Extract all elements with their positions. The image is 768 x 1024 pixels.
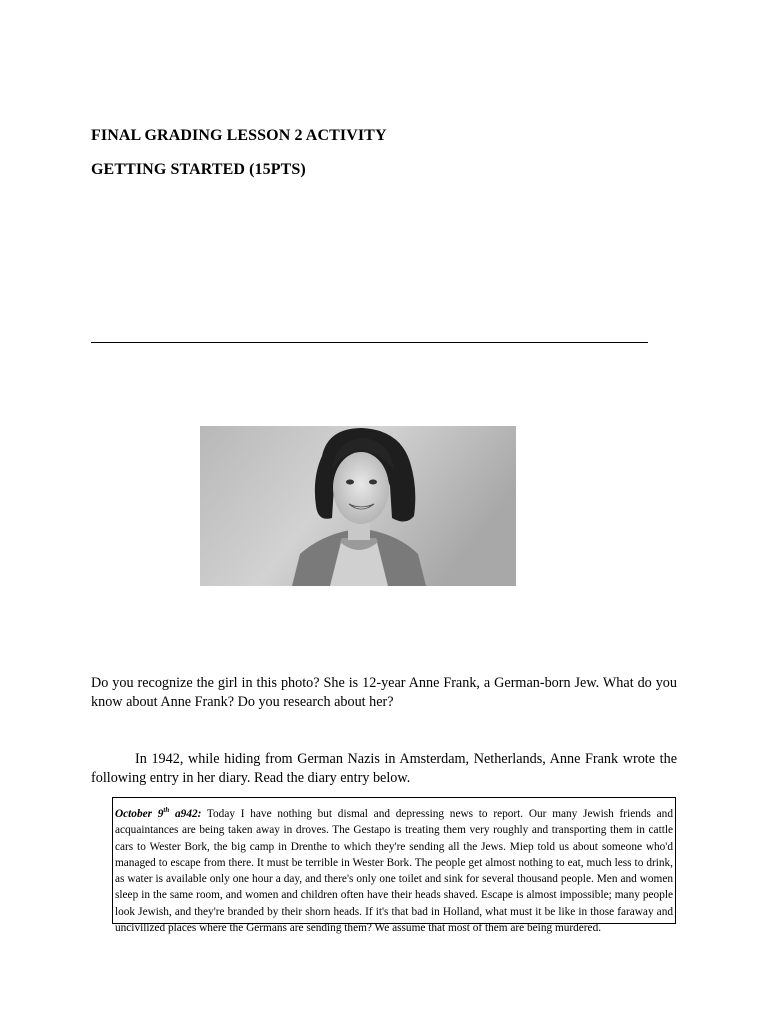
- anne-frank-photo: [200, 426, 516, 586]
- diary-date-suffix: a942:: [169, 808, 202, 820]
- diary-entry-box: [112, 797, 676, 935]
- question-paragraph: Do you recognize the girl in this photo? She is 12-year Anne Frank, a German-born Jew. What do you know about Anne Frank? Do you research about her?: [91, 675, 677, 710]
- activity-title: FINAL GRADING LESSON 2 ACTIVITY: [91, 127, 387, 144]
- diary-text: Today I have nothing but dismal and depressing news to report. Our many Jewish friends and acquaintances are being taken away in droves. The Gestapo is treating them very roughly and transporting them in cattle cars to Wester Bork, the big camp in Drenthe to which they're sending all the Jews. Miep told us about someone who'd managed to escape from there. It must be terrible in Wester Bork. The people get almost nothing to eat, much less to drink, as water is available only one hour a day, and there's only one toilet and sink for several thousand people. Men and women sleep in the same room, and women and children often have their heads shaved. Escape is almost impossible; many people look Jewish, and they're branded by their shorn heads. If it's that bad in Holland, what must it be like in those faraway and uncivilized places where the Germans are sending them? We assume that most of them are being murdered.: [115, 808, 673, 935]
- section-title: GETTING STARTED (15PTS): [91, 161, 306, 178]
- answer-line: [91, 342, 648, 343]
- diary-date-prefix: October 9: [115, 808, 164, 820]
- intro-paragraph: In 1942, while hiding from German Nazis in Amsterdam, Netherlands, Anne Frank wrote the following entry in her diary. Read the diary entry below.: [91, 751, 677, 786]
- diary-date: [115, 808, 201, 820]
- diary-date-superscript: th: [163, 806, 170, 815]
